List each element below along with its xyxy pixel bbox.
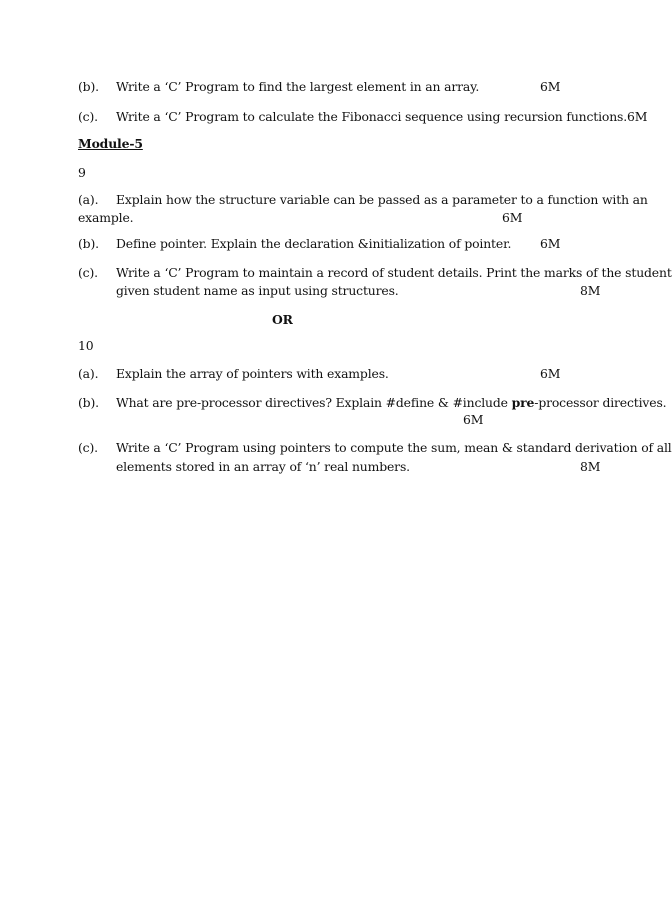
module-heading: Module-5: [78, 136, 143, 151]
question-label: (a).: [78, 366, 99, 381]
question-label: (c).: [78, 109, 98, 124]
question-label: (c).: [78, 440, 98, 455]
question-marks: 6M: [540, 366, 561, 381]
question-text: Write a ‘C’ Program to maintain a record of student details. Print the marks of the student: [116, 265, 672, 280]
question-marks: 6M: [502, 210, 523, 225]
question-text-part: What are pre-processor directives? Explain #define & #include: [116, 395, 512, 410]
question-number: 10: [78, 338, 94, 353]
question-text: Write a ‘C’ Program to find the largest element in an array.: [116, 79, 480, 94]
question-marks: 8M: [580, 459, 601, 474]
question-text: Explain how the structure variable can be passed as a parameter to a function with an: [116, 192, 648, 207]
or-divider: OR: [272, 312, 293, 327]
question-label: (b).: [78, 79, 99, 94]
question-label: (a).: [78, 192, 99, 207]
question-text-continued: example.: [78, 210, 134, 225]
question-label: (c).: [78, 265, 98, 280]
question-text: Write a ‘C’ Program to calculate the Fibonacci sequence using recursion functions.6M: [116, 109, 648, 124]
question-text: [116, 395, 666, 410]
question-text: Define pointer. Explain the declaration &initialization of pointer.: [116, 236, 512, 251]
question-marks: 6M: [463, 412, 484, 427]
question-text-part: -processor directives.: [534, 395, 667, 410]
question-marks: 8M: [580, 283, 601, 298]
question-marks: 6M: [540, 79, 561, 94]
question-number: 9: [78, 165, 86, 180]
bold-emphasis: pre: [511, 395, 535, 410]
question-label: (b).: [78, 395, 99, 410]
question-text-continued: elements stored in an array of ‘n’ real numbers.: [116, 459, 410, 474]
question-marks: 6M: [540, 236, 561, 251]
question-text-continued: given student name as input using structures.: [116, 283, 399, 298]
question-text: Write a ‘C’ Program using pointers to compute the sum, mean & standard derivation of all: [116, 440, 672, 455]
question-text: Explain the array of pointers with examples.: [116, 366, 389, 381]
question-label: (b).: [78, 236, 99, 251]
